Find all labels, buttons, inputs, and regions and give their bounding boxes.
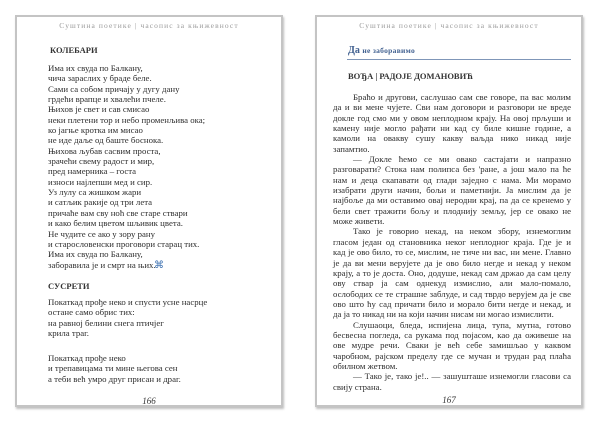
poem-line: зрачећи свему радост и мир, (48, 156, 155, 167)
running-header: Суштина поетике | часопис за књижевност (359, 21, 539, 30)
poem-line: и како белим цветом шљивик цвета. (48, 218, 183, 229)
paragraph-line: ове мудре речи. Сваки је већ себе замишљао у каквом (333, 340, 571, 351)
poem-line: Има их свуда по Балкану, (48, 249, 143, 260)
paragraph-line: обилном жетвом. (333, 360, 398, 371)
article-subtitle: ВОЂА | РАДОЈЕ ДОМАНОВИЋ (348, 71, 474, 81)
paragraph-line: бели свет тражити бољу и плоднију земљу, јер се овако не (333, 205, 571, 216)
paragraph-line: ово што ћу сад причати било и морало бити негде и некад, и (333, 298, 571, 309)
ornament-icon: ⌘ (154, 260, 164, 271)
paragraph-line: Слушаоци, бледа, испијена лица, тупа, мутна, готово (353, 319, 571, 330)
paragraph-line: је да ви мени верујете да је ово било негде и некад у неком (333, 257, 571, 268)
poem-line: Има их свуда по Балкану, (48, 63, 143, 73)
poem-stanza (48, 353, 181, 384)
paragraph-line: нам и деца скапавати од глади заједно с нама. Ми морамо (333, 174, 571, 185)
poem-line: грдећи врапце и хвалећи пчеле. (48, 94, 166, 105)
poem-line: Њихов је свет и сав смисао (48, 104, 150, 115)
paragraph-line: да и ви мене чујете. Сви нам договори и разговори не вреде (333, 102, 571, 113)
poem-line: Сами са собом причају у дугу дану (48, 83, 180, 94)
paragraph-line: запамтио. (333, 143, 370, 154)
paragraph-line: ову ствар ја сам однекуд измислио, али мало-помало, (333, 278, 571, 289)
section-title-rest: не заборавимо (362, 46, 416, 55)
paragraph-line: камоли на овакву сушу какву ваљда нико никад није (333, 133, 571, 144)
poem-stanza (48, 297, 207, 338)
page-number: 167 (442, 395, 456, 405)
paragraph-line: бесвесна погледа, са рукама под појасом, као да оживеше на (333, 329, 571, 340)
poem-line: и сатљик ракије од три лета (48, 197, 153, 208)
poem-title: СУСРЕТИ (48, 281, 90, 291)
poem-line: остане само обрис тих: (48, 307, 135, 318)
poem-line: неки плетени тор и небо променљива ока; (48, 114, 206, 125)
poem-line: пред намерника – госта (48, 166, 137, 177)
poem-line: крила траг. (48, 328, 89, 339)
paragraph-line: ослободих се те страшне заблуде, и сад тврдо верујем да је све (333, 288, 571, 299)
poem-line: Њихова љубав сасвим проста, (48, 145, 161, 156)
paragraph-line: крају, а то је доста. Оно, додуше, некад сам држао да сам целу (333, 267, 571, 278)
paragraph-line: камену није могло рађати ни кад су биле кишне године, а (333, 123, 571, 134)
poem-line: ко јагње кротка им мисао (48, 125, 143, 136)
section-title (348, 45, 415, 56)
paragraph-line: да ја то никад ни на који начин нисам ни могао измислити. (333, 309, 554, 320)
poem-line: износи најлепши мед и сир. (48, 176, 153, 187)
poem-line: не иде даље од баште боснока. (48, 135, 164, 146)
poem-line: Покаткад прође неко и спусти усне насрце (48, 297, 208, 307)
section-title-first: Да (348, 45, 360, 56)
poem-line: на равној белини снега птичјег (48, 317, 164, 328)
poem-line: а теби већ умро друг присан и драг. (48, 373, 181, 384)
paragraph-line: најбоље да ми оставимо овај неродни крај, па да се кренемо у (333, 195, 571, 206)
poem-line: заборавила је и смрт на њих. (48, 259, 156, 270)
poem-line: и трепавицама ти мине његова сен (48, 363, 178, 374)
title-divider (347, 59, 571, 60)
article-body (333, 92, 571, 392)
poem-line: чича зараслих у браде беле. (48, 73, 152, 84)
paragraph-line: докле год смо ми у овом неплодном крају. На овој прљуши и (333, 112, 571, 123)
poem-title: КОЛЕБАРИ (50, 45, 98, 55)
paragraph-line: свију страна. (333, 381, 382, 392)
paragraph-line: Браћо и другови, саслушао сам све говоре, па вас молим (353, 92, 571, 102)
paragraph-line: изабрати други начин, бољи и паметнији. Ја мислим да је (333, 185, 571, 196)
poem-line: Покаткад прође неко (48, 353, 126, 363)
paragraph-line: — Тако је, тако је!.. — зашушташе изнемогли гласови са (353, 371, 571, 382)
paragraph-line: гласом један од становника неког неплодног краја. Где је и (333, 236, 571, 247)
poem-line: и старословенски проговори старац тих. (48, 238, 200, 249)
left-page (15, 15, 283, 407)
running-header: Суштина поетике | часопис за књижевност (59, 21, 239, 30)
paragraph-line: — Докле ћемо се ми овако састајати и напразно (353, 154, 571, 165)
page-number: 166 (142, 396, 156, 406)
paragraph-line: Тако је говорио некад, на неком збору, изнемоглим (353, 226, 571, 237)
paragraph-line: кад је ово било, то се, мислим, не тиче ни вас, ни мене. Главно (333, 247, 571, 258)
paragraph-line: може живети. (333, 216, 385, 227)
poem-line: причаће вам сву ноћ све старе ствари (48, 207, 188, 218)
right-page (315, 15, 583, 407)
paragraph-line: разговарати? Стока нам полипса без 'ране, а још мало па ће (333, 164, 571, 175)
paragraph-line: чаробном, рајском пределу где се мучан и трудан рад плаћа (333, 350, 571, 361)
poem-line: Не чудите се ако у зору рану (48, 228, 156, 239)
poem-line: Уз лулу са жишком жари (48, 187, 142, 198)
poem-body (48, 63, 205, 270)
